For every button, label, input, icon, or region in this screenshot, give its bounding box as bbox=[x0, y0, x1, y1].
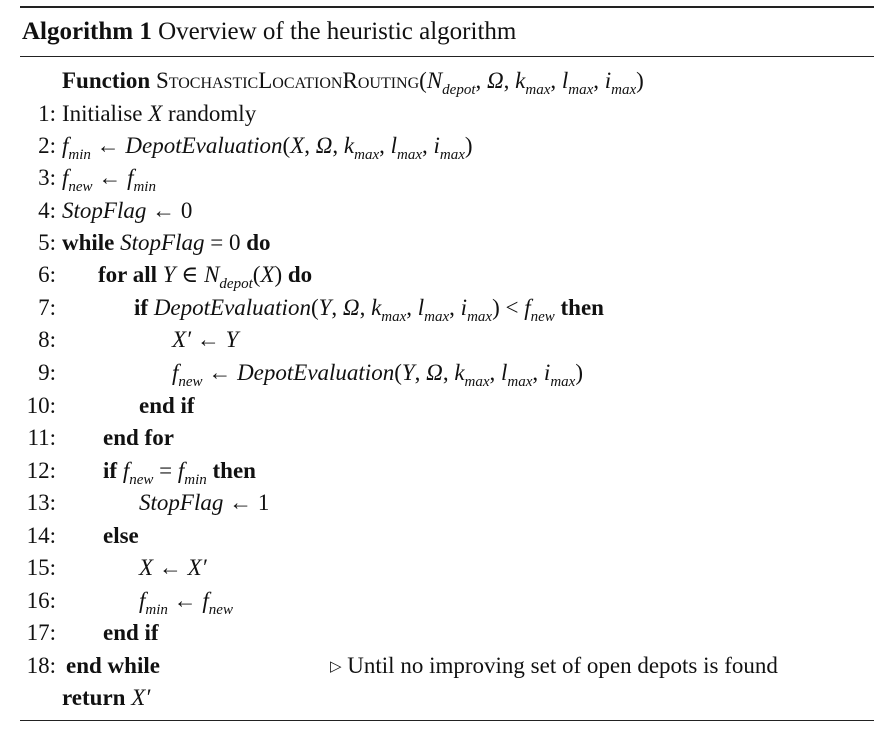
function-keyword: Function bbox=[62, 68, 151, 93]
end-if: end if bbox=[139, 393, 195, 418]
line-number: 14: bbox=[26, 523, 56, 548]
line-number: 15: bbox=[26, 555, 56, 580]
line-number: 12: bbox=[26, 458, 56, 483]
line-number: 17: bbox=[26, 620, 56, 645]
line-number: 10: bbox=[26, 393, 56, 418]
algorithm-caption bbox=[20, 8, 874, 56]
algorithm-block bbox=[20, 6, 874, 714]
end-if: end if bbox=[103, 620, 159, 645]
line-number: 5: bbox=[38, 230, 56, 255]
line-number: 1: bbox=[38, 101, 56, 126]
line-number: 3: bbox=[38, 165, 56, 190]
bottom-rule bbox=[20, 720, 874, 721]
else: else bbox=[103, 523, 139, 548]
algorithm-title: Overview of the heuristic algorithm bbox=[158, 18, 517, 45]
algorithm-line-18 bbox=[20, 650, 874, 682]
line-number: 6: bbox=[38, 262, 56, 287]
algorithm-comment: ▷ Until no improving set of open depots is found bbox=[330, 653, 778, 678]
line-number: 2: bbox=[38, 133, 56, 158]
line-number: 4: bbox=[38, 198, 56, 223]
line-number: 18: bbox=[26, 653, 56, 678]
function-name: StochasticLocationRouting bbox=[155, 68, 420, 93]
line-number: 9: bbox=[38, 360, 56, 385]
line-number: 11: bbox=[27, 425, 56, 450]
line-number: 7: bbox=[38, 295, 56, 320]
line-number: 16: bbox=[26, 588, 56, 613]
algorithm-body: Function $StochasticLocationRouting(N_{depot}$, Ω, $k_{max}$, $l_{max}$, $i_{max}$) 1: Initialise X randomly 2: $f_{min}$ ← DepotEvaluation(X, Ω, $k_{max}$, $l_{max}$, $i_{max}$) 3: $f_{new}$ ← $f_{min}$ 4: StopFlag ← 0 5: while StopFlag = 0 do 6: for all Y ∈ $N_{depot}(X)$ do 7: if DepotEvaluation(Y, Ω, $k_{max}$, $l_{max}$, $i_{max}) < f_{new}$ then 8: X′ ← Y 9: $f_{new}$ ← DepotEvaluation(Y, Ω, $k_{max}$, $l_{max}$, $i_{max}$) 10: end if 11: end for 12: if $f_{new} = f_{min}$ then 13: StopFlag ← 1 14: else 15: X ← X′ 16: $f_{min}$ ← $f_{new}$ 17: end if 18: end while ▷ Until no improving set of open depots is found return X′ bbox=[20, 57, 874, 714]
line-number: 8: bbox=[38, 327, 56, 352]
triangle-icon: ▷ bbox=[330, 659, 342, 675]
end-for: end for bbox=[103, 425, 174, 450]
end-while: end while bbox=[66, 653, 160, 678]
algorithm-label: Algorithm 1 bbox=[22, 18, 152, 45]
line-number: 13: bbox=[26, 490, 56, 515]
